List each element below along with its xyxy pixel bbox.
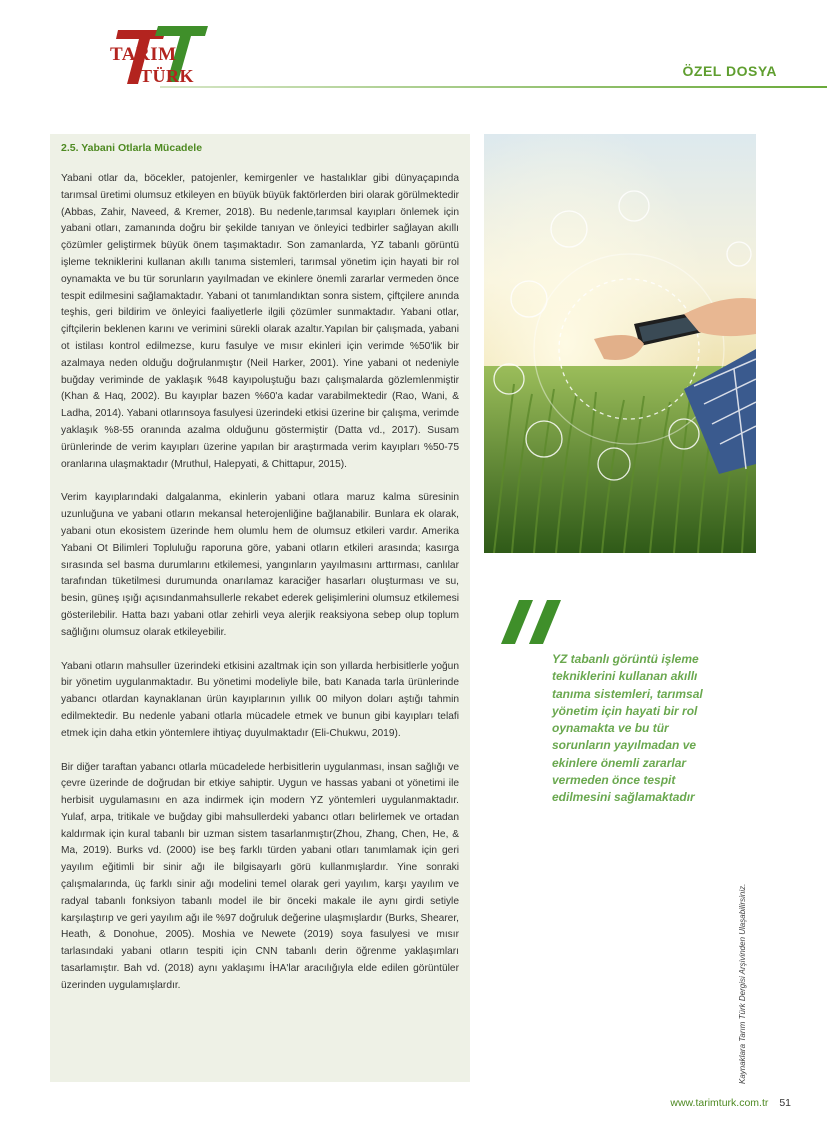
logo-word-tarim: TARIM: [110, 44, 177, 65]
tarimturk-logo: [108, 22, 218, 92]
photo-credit: Kaynaklara Tarım Türk Dergisi Arşivinden Ulaşabilirsiniz.: [738, 883, 747, 1084]
quote-mark-icon: [497, 598, 567, 648]
article-heading: 2.5. Yabani Otlarla Mücadele: [61, 142, 203, 154]
article-paragraph-3: Yabani otların mahsuller üzerindeki etkisini azaltmak için son yıllarda herbisitlerle yoğun bir yönetim uygulanmaktadır. Bu yönetimi modeliyle bile, batı Kanada tarla ürünlerinde yabancı otlardan kaynaklanan ürün kayıplarının yıllık 00 milyon doları aştığı tahmin edilmektedir. Bu nedenle yabani otlarla mücadele etmek ve bunun gibi kayıpları telafi etmek için daha etkin yöntemlere ihtiyaç duyulmaktadır (Eli-Chukwu, 2019).: [61, 660, 459, 739]
smart-farming-photo: [484, 134, 756, 553]
page-number: 51: [779, 1097, 791, 1109]
header-divider: [160, 86, 827, 88]
article-paragraph-1: Yabani otlar da, böcekler, patojenler, kemirgenler ve hastalıklar gibi dünyaçapında tarımsal üretimi olumsuz etkileyen en büyük büyük faktörlerden biri olarak görülmektedir (Abbas, Zahir, Naveed, & Kremer, 2018). Bu nedenle,tarımsal kayıpları önlemek için yabani otları, zamanında doğru bir şekilde tanıyan ve önleyici tedbirler sağlayan akıllı çözümler geliştirmek büyük önem taşımaktadır. Son zamanlarda, YZ tabanlı görüntü işleme tekniklerini kullanan akıllı tanıma sistemleri, tarımsal yönetim için hayati bir rol oynamakta ve bu tür sorunların yayılmadan ve ekinlere önemli zararlar vermeden önce tespit edilmesini sağlamaktadır. Yabani ot tanımlandıktan sonra sistem, çiftçilere anında teşhis, geri bildirim ve önleyici faaliyetlerle ilgili çözümler sunmaktadır. Yabani otlar, çiftçilerin beklenen karını ve verimini sürekli olarak azaltır.Yapılan bir çalışmada, yabani ot istilası kontrol edilmezse, kuru fasulye ve mısır ekinleri için verimde %50'lik bir azalmaya neden olduğu doğrulanmıştır (Neil Harker, 2001). Yine yabani ot nedeniyle buğday veriminde de yaklaşık %48 kayıpoluştuğu bazı çalışmalarda gözlemlenmiştir (Khan & Haq, 2002). Bu kayıplar bazen %60'a kadar varabilmektedir (Rao, Wani, & Ladha, 2014). Yabani otlarınsoya fasulyesi üzerindeki etkisi üzerine bir çalışma, verimde yaklaşık %8-55 oranında azalma olduğunu göstermiştir (Datta vd., 2017). Susam ürünlerinde de verim kayıpları üzerine yapılan bir araştırmada verim kayıpları %50-75 oranlarına ulaşmaktadır (Mruthul, Halepyati, & Chittapur, 2015).: [61, 173, 459, 470]
article-paragraph-2: Verim kayıplarındaki dalgalanma, ekinlerin yabani otlara maruz kalma süresinin uzunluğuna ve yabani otların mekansal heterojenliğine bağlanabilir. Bunlara ek olarak, yabani otun ekosistem üzerinde hem olumlu hem de olumsuz etkileri vardır. Amerika Yabani Ot Bilimleri Topluluğu raporuna göre, yabani otların etkileri arasında; kasırga sırasında sel basma durumlarını etkilemesi, yangınların yayılmasını arttırması, canlılar tarafından tüketilmesi durumunda onarılamaz karaciğer hasarları oluşturması ve su, besin, güneş ışığı açısındanmahsullerle rekabet ederek gelişimlerini olumsuz etkilemesi gösterilebilir. Hatta bazı yabani otlar zehirli veya alerjik reaksiyona sebep olup toplum sağlığını olumsuz olarak etkileyebilir.: [61, 492, 459, 638]
section-title: ÖZEL DOSYA: [682, 63, 777, 79]
article-panel: [50, 134, 470, 1082]
page-footer: [670, 1097, 791, 1109]
logo-word-turk: TÜRK: [140, 66, 195, 86]
footer-url-link[interactable]: www.tarimturk.com.tr: [670, 1097, 769, 1109]
farmer-tablet-field-image: [484, 134, 756, 553]
article-paragraph-4: Bir diğer taraftan yabancı otlarla mücadelede herbisitlerin uygulanması, insan sağlığı ve çevre üzerinde de doğrudan bir etkiye sahiptir. Uygun ve hassas yabani ot yönetimi ile herbisit uygulamasını en aza indirmek için modern YZ yöntemleri uygulanmaktadır. Yulaf, arpa, tritikale ve buğday gibi mahsullerdeki yabancı otları belirlemek ve ortadan kaldırmak için kural tabanlı bir uzman sistem tasarlanmıştır(Zhou, Zhang, Chen, He, & Ma, 2019). Burks vd. (2000) ise beş farklı türden yabani otları tanımlamak için geri yayılım eğitimli bir sinir ağı ile bilgisayarlı görü kullanmışlardır. Yine sonraki çalışmalarında, üç farklı sinir ağı modelini temel olarak geri yayılım, karşı yayılım ve radyal tabanlı fonksiyon tabanlı model ile bir önceki makale ile aynı girdi setiyle karşılaştırıp ve geri yayılım ağı ile %97 doğruluk değerine ulaşmışlardır (Burks, Shearer, Heath, & Donohue, 2005). Moshia ve Newete (2019) soya fasulyesi ve mısır tarlasındaki yabani otların tespiti için CNN tabanlı derin öğrenme yaklaşımları tasarlamıştır. Bah vd. (2018) aynı yaklaşımı İHA'lar aracılığıyla elde edilen görüntüler üzerinden uygulamışlardır.: [61, 761, 459, 991]
pull-quote: YZ tabanlı görüntü işleme tekniklerini kullanan akıllı tanıma sistemleri, tarımsal yönetim için hayati bir rol oynamakta ve bu tür sorunların yayılmadan ve ekinlere önemli zararlar vermeden önce tespit edilmesini sağlamaktadır: [552, 652, 703, 805]
